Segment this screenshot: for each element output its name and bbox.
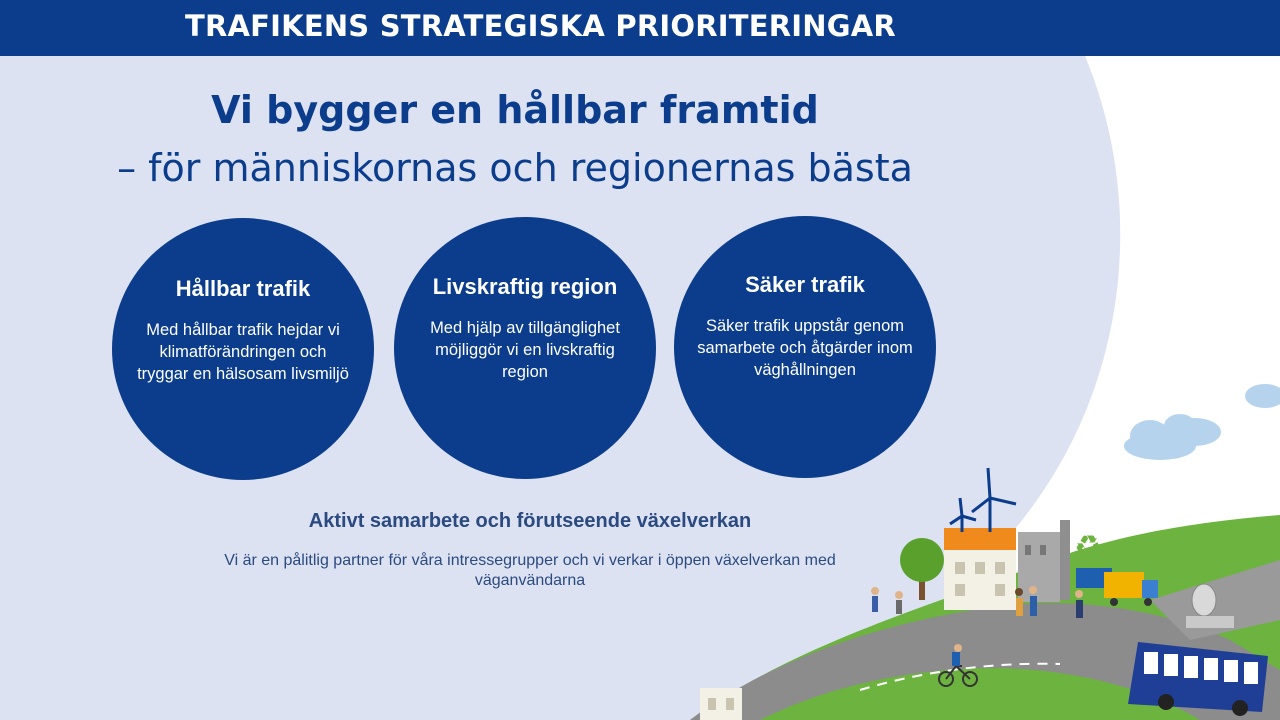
- page-title: TRAFIKENS STRATEGISKA PRIORITERINGAR: [185, 9, 896, 43]
- collaboration-text: Vi är en pålitlig partner för våra intressegrupper och vi verkar i öppen växelverkan med väganvändarna: [224, 552, 836, 589]
- cloud-icon: [1245, 384, 1280, 408]
- circle-text: Med hållbar trafik hejdar vi klimatförändringen och tryggar en hälsosam livsmiljö: [137, 321, 349, 383]
- collaboration-title: Aktivt samarbete och förutseende växelverkan: [308, 510, 752, 532]
- wind-turbine-icon: [950, 468, 1016, 532]
- circle-text: Säker trafik uppstår genom samarbete och åtgärder inom väghållningen: [697, 317, 913, 379]
- subheadline: – för människornas och regionernas bästa: [117, 146, 913, 190]
- house: [944, 528, 1016, 610]
- svg-text:♻: ♻: [1074, 528, 1103, 566]
- circle-text: Med hjälp av tillgänglighet möjliggör vi en livskraftig region: [430, 319, 620, 381]
- headline: Vi bygger en hållbar framtid: [211, 88, 819, 132]
- building: [700, 688, 742, 720]
- circle-title: Säker trafik: [745, 272, 865, 297]
- circle-title: Livskraftig region: [432, 274, 618, 299]
- cloud-icon: [1124, 414, 1221, 460]
- factory: [1018, 520, 1070, 602]
- recycle-icon: [1074, 528, 1103, 566]
- tree-icon: [900, 538, 944, 600]
- circle-title: Hållbar trafik: [175, 276, 311, 301]
